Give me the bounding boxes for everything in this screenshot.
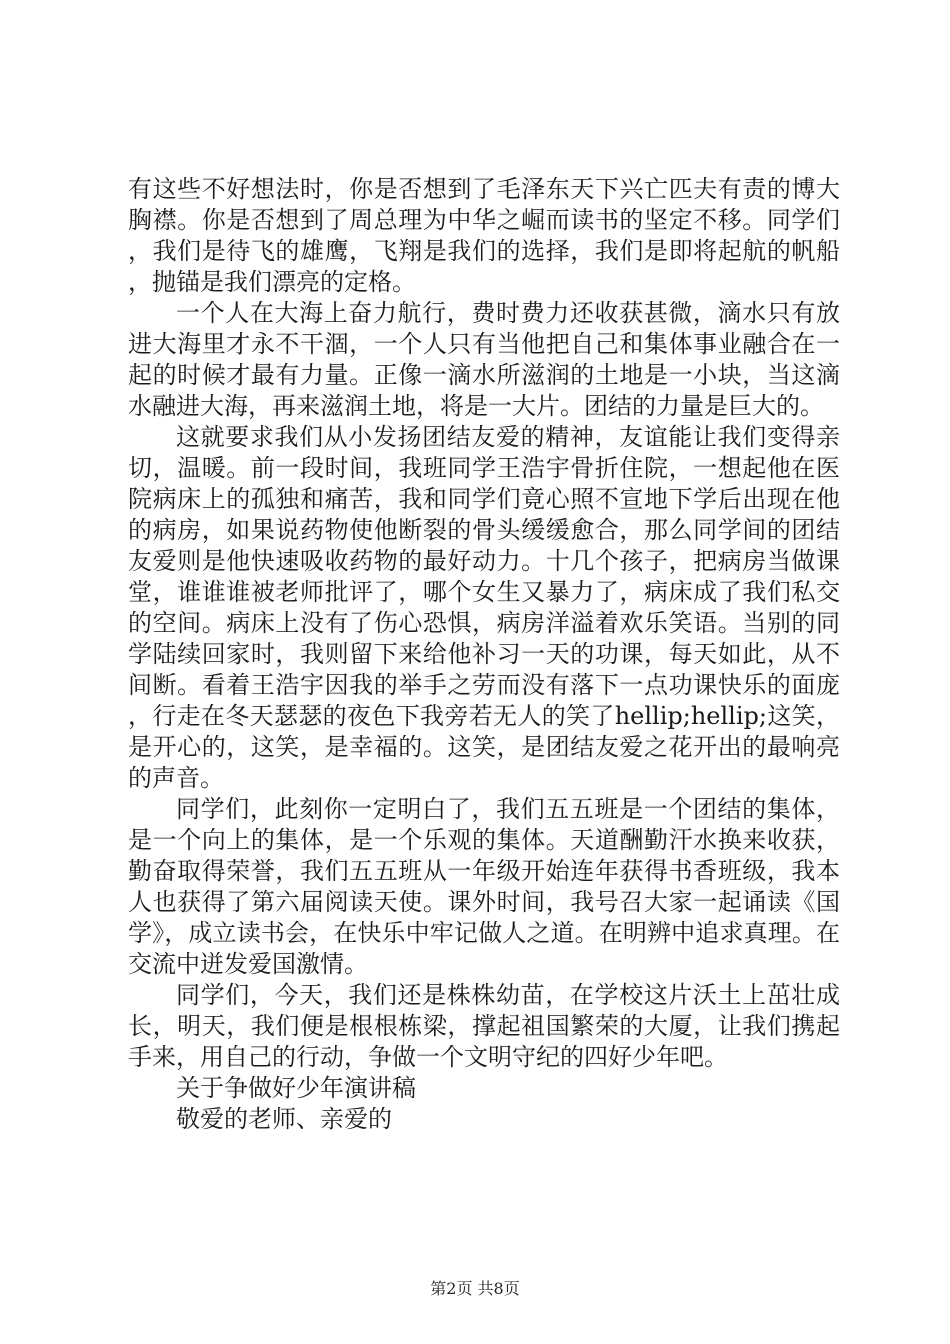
- paragraph-1: 有这些不好想法时，你是否想到了毛泽东天下兴亡匹夫有责的博大胸襟。你是否想到了周总理为中华之崛而读书的坚定不移。同学们，我们是待飞的雄鹰，飞翔是我们的选择，我们是即将起航的帆船，抛锚是我们漂亮的定格。: [128, 175, 840, 296]
- paragraph-3: 这就要求我们从小发扬团结友爱的精神，友谊能让我们变得亲切，温暖。前一段时间，我班同学王浩宇骨折住院，一想起他在医院病床上的孤独和痛苦，我和同学们竟心照不宣地下学后出现在他的病房，如果说药物使他断裂的骨头缓缓愈合，那么同学间的团结友爱则是他快速吸收药物的最好动力。十几个孩子，把病房当做课堂，谁谁谁被老师批评了，哪个女生又暴力了，病床成了我们私交的空间。病床上没有了伤心恐惧，病房洋溢着欢乐笑语。当别的同学陆续回家时，我则留下来给他补习一天的功课，每天如此，从不间断。看着王浩宇因我的举手之劳而没有落下一点功课快乐的面庞，行走在冬天瑟瑟的夜色下我旁若无人的笑了hellip;hellip;这笑，是开心的，这笑，是幸福的。这笑，是团结友爱之花开出的最响亮的声音。: [128, 423, 840, 792]
- salutation: 敬爱的老师、亲爱的: [176, 1105, 392, 1133]
- paragraph-4: 同学们，此刻你一定明白了，我们五五班是一个团结的集体，是一个向上的集体，是一个乐观的集体。天道酬勤汗水换来收获，勤奋取得荣誉，我们五五班从一年级开始连年获得书香班级，我本人也获得了第六届阅读天使。课外时间，我号召大家一起诵读《国学》，成立读书会，在快乐中牢记做人之道。在明辨中追求真理。在交流中迸发爱国激情。: [128, 795, 840, 978]
- paragraph-2: 一个人在大海上奋力航行，费时费力还收获甚微，滴水只有放进大海里才永不干涸，一个人只有当他把自己和集体事业融合在一起的时候才最有力量。正像一滴水所滋润的土地是一小块，当这滴水融进大海，再来滋润土地，将是一大片。团结的力量是巨大的。: [128, 299, 840, 420]
- paragraph-5: 同学们，今天，我们还是株株幼苗，在学校这片沃土上茁壮成长，明天，我们便是根根栋梁，撑起祖国繁荣的大厦，让我们携起手来，用自己的行动，争做一个文明守纪的四好少年吧。: [128, 981, 840, 1071]
- page-footer: 第2页 共8页: [430, 1279, 520, 1298]
- document-body: [128, 174, 840, 1135]
- section-title: 关于争做好少年演讲稿: [176, 1074, 416, 1102]
